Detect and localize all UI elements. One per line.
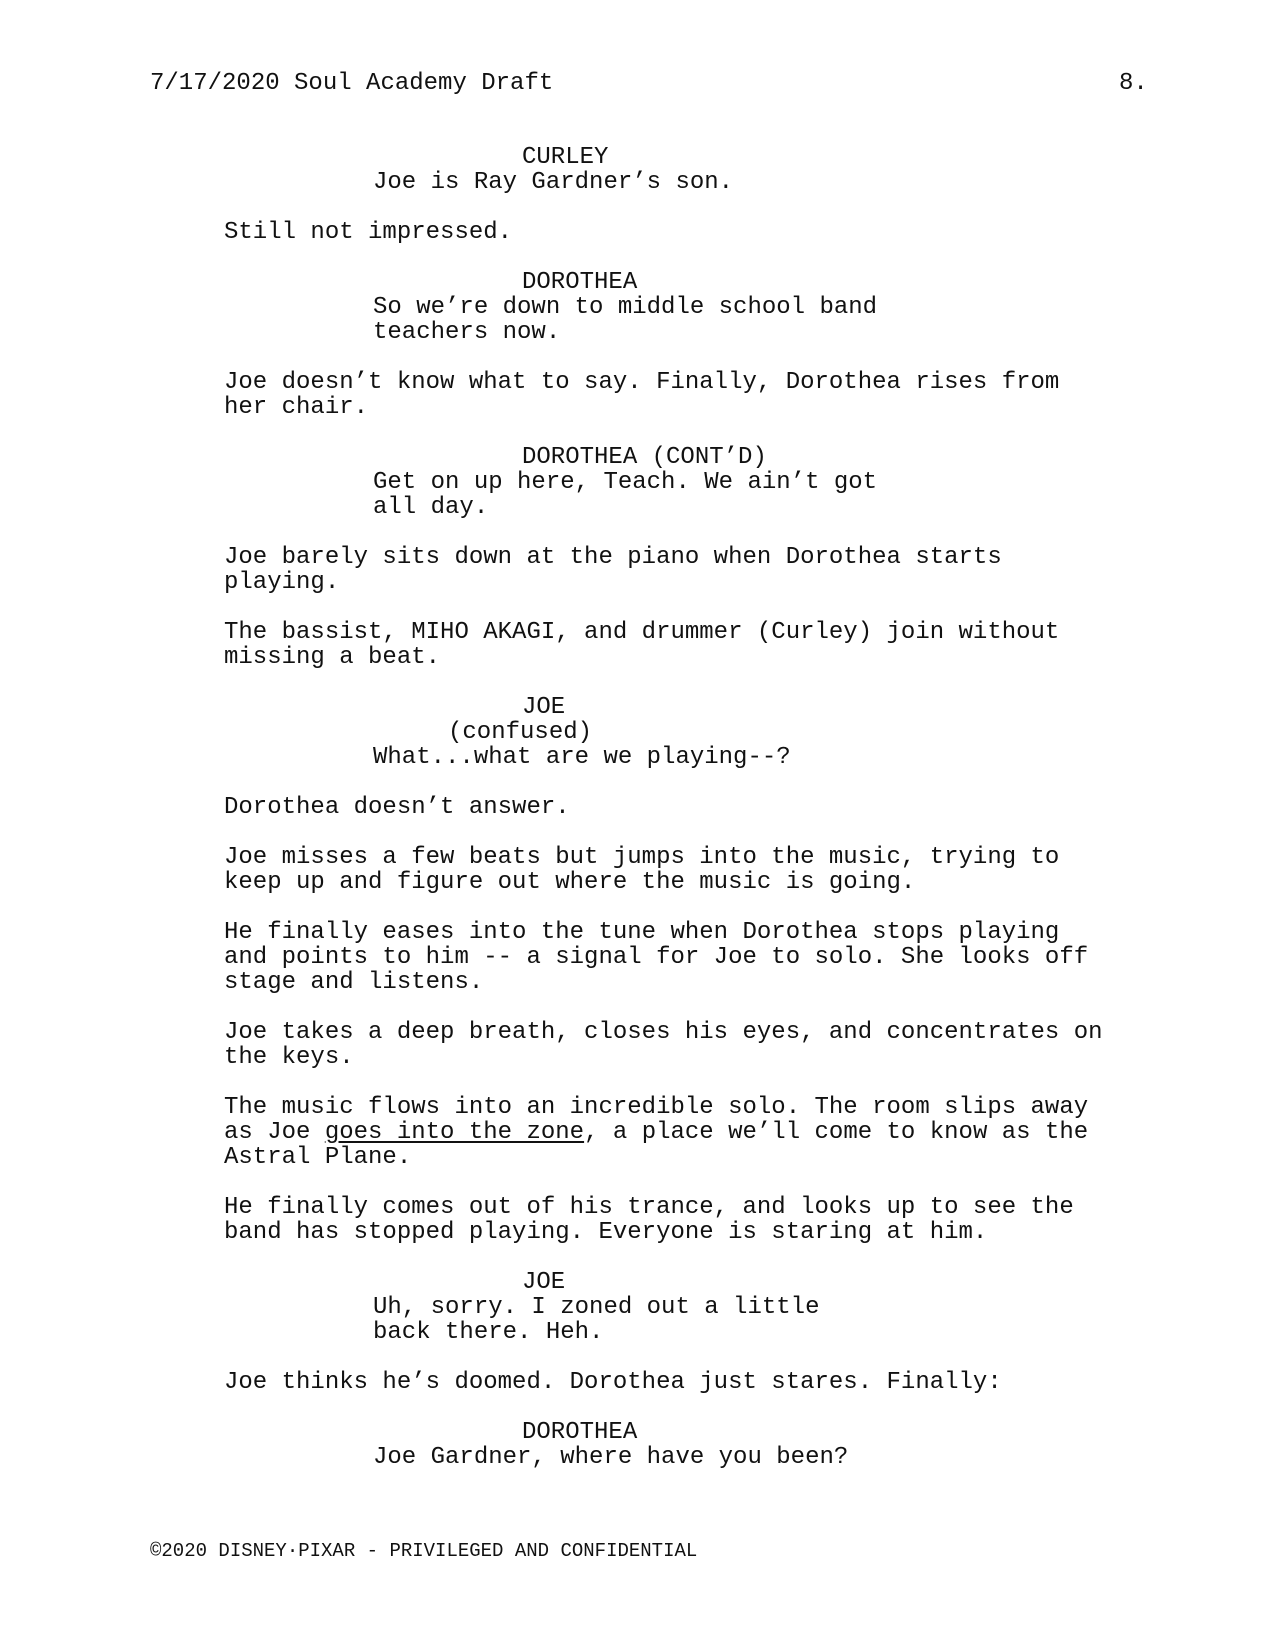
action-line: Still not impressed. bbox=[224, 219, 513, 246]
action-line: Joe thinks he’s doomed. Dorothea just stares. Finally: bbox=[224, 1369, 1002, 1396]
dialogue-line: teachers now. bbox=[373, 319, 561, 346]
action-line: Joe doesn’t know what to say. Finally, Dorothea rises from bbox=[224, 369, 1060, 396]
action-line: Astral Plane. bbox=[224, 1144, 412, 1171]
character-cue: JOE bbox=[522, 694, 566, 721]
action-text: , a place we’ll come to know as the bbox=[584, 1119, 1089, 1146]
action-line: Joe barely sits down at the piano when Dorothea starts bbox=[224, 544, 1002, 571]
dialogue-line: all day. bbox=[373, 494, 489, 521]
action-line: the keys. bbox=[224, 1044, 354, 1071]
action-line: band has stopped playing. Everyone is staring at him. bbox=[224, 1219, 988, 1246]
dialogue-line: Get on up here, Teach. We ain’t got bbox=[373, 469, 878, 496]
confidentiality-footer: ©2020 DISNEY·PIXAR - PRIVILEGED AND CONFIDENTIAL bbox=[150, 1540, 698, 1562]
action-line: Joe misses a few beats but jumps into the music, trying to bbox=[224, 844, 1060, 871]
action-line: keep up and figure out where the music is going. bbox=[224, 869, 916, 896]
character-cue: DOROTHEA bbox=[522, 269, 638, 296]
draft-header: 7/17/2020 Soul Academy Draft bbox=[150, 70, 554, 97]
character-cue: JOE bbox=[522, 1269, 566, 1296]
dialogue-line: Joe is Ray Gardner’s son. bbox=[373, 169, 734, 196]
dialogue-line: back there. Heh. bbox=[373, 1319, 604, 1346]
action-line: and points to him -- a signal for Joe to solo. She looks off bbox=[224, 944, 1089, 971]
action-line: He finally comes out of his trance, and looks up to see the bbox=[224, 1194, 1074, 1221]
action-line: missing a beat. bbox=[224, 644, 441, 671]
dialogue-line: What...what are we playing--? bbox=[373, 744, 791, 771]
action-line: Joe takes a deep breath, closes his eyes, and concentrates on bbox=[224, 1019, 1103, 1046]
dialogue-line: So we’re down to middle school band bbox=[373, 294, 878, 321]
dialogue-line: Joe Gardner, where have you been? bbox=[373, 1444, 849, 1471]
action-line: The bassist, MIHO AKAGI, and drummer (Curley) join without bbox=[224, 619, 1060, 646]
action-line: The music flows into an incredible solo. The room slips away bbox=[224, 1094, 1089, 1121]
character-cue: DOROTHEA bbox=[522, 1419, 638, 1446]
page-number: 8. bbox=[1119, 70, 1148, 97]
script-body bbox=[0, 145, 1275, 1470]
dialogue-line: Uh, sorry. I zoned out a little bbox=[373, 1294, 820, 1321]
action-line: He finally eases into the tune when Dorothea stops playing bbox=[224, 919, 1060, 946]
underlined-phrase: goes into the zone bbox=[324, 1119, 585, 1146]
action-line: stage and listens. bbox=[224, 969, 484, 996]
parenthetical: (confused) bbox=[448, 719, 593, 746]
action-line: Dorothea doesn’t answer. bbox=[224, 794, 570, 821]
action-text: as Joe bbox=[224, 1119, 325, 1146]
action-line: playing. bbox=[224, 569, 340, 596]
action-line: her chair. bbox=[224, 394, 369, 421]
character-cue: CURLEY bbox=[522, 144, 609, 171]
action-line bbox=[224, 1120, 1275, 1145]
character-cue: DOROTHEA (CONT’D) bbox=[522, 444, 767, 471]
